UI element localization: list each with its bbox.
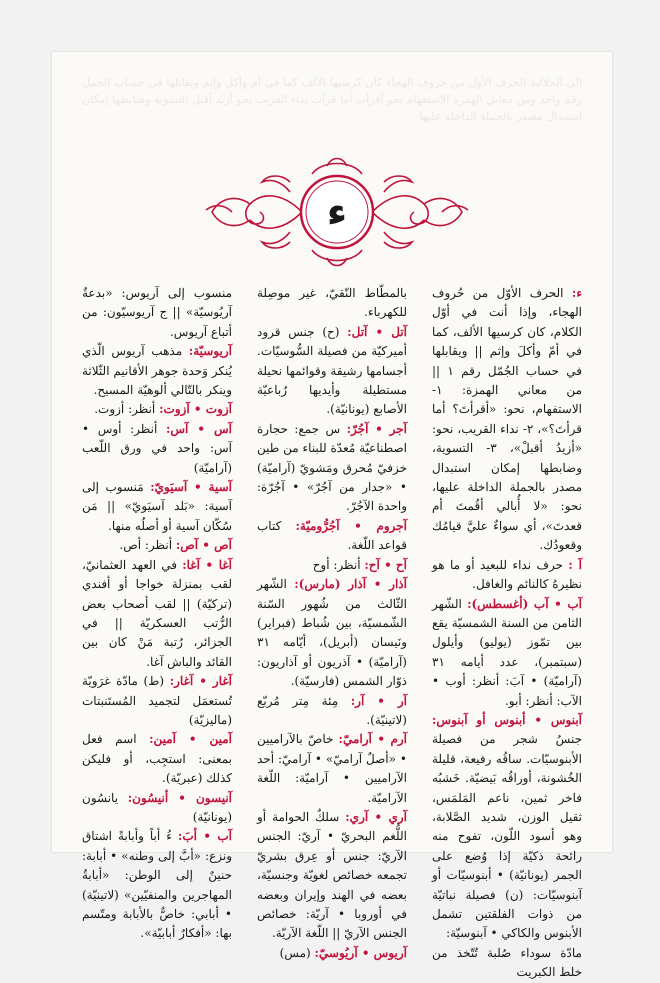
dictionary-entry (432, 711, 582, 944)
entry-headword: آنيسون • أنيسُون: (127, 790, 232, 805)
dictionary-entry (257, 575, 407, 691)
entry-headword: آريوس • آريُوسيّ: (314, 945, 407, 960)
entry-headword: آريوسيّة: (188, 344, 232, 359)
entry-headword: آزوت • آزوت: (159, 402, 232, 417)
entry-headword: آتل • آتل: (347, 324, 408, 339)
entry-headword: آري • آري: (345, 809, 408, 824)
entry-definition: (مس) (279, 945, 315, 960)
dictionary-entry (257, 284, 407, 323)
dictionary-entry (257, 323, 407, 420)
column-right (432, 284, 583, 980)
dictionary-entry (82, 342, 232, 400)
dictionary-entry (257, 556, 407, 575)
entry-definition: بالمطّاط النّقيّ، غير موصِلة للكهرباء. (257, 286, 407, 320)
dictionary-entry (82, 400, 232, 419)
entry-definition: حرف نداء للبعيد أو ما هو نظيرهُ كالنائم والغافل. (432, 557, 582, 592)
entry-headword: آب • آب (أغسطس): (467, 596, 582, 611)
entry-definition: س جمع: حجارة اصطناعيّة مُعدّة للبناء من طين خزفيّ مُحرق ومَشويّ (آراميّة) • «جدار من آجُرّ» • آجُرّة: واحدة الآجُرّ. (257, 421, 407, 514)
entry-definition: الحرف الأوّل من حُروف الهجاء، وإذا أنت في أوّل الكلام، كان كرسيها الألف، كما في أمّ وأكلَ وإثم || ويقابلها في حساب الجُمّل رقم ١ || من معاني الهمزة: ١- الاستفهام، نحو: «أقرأتَ؟ أما قرأتَ؟»، ٢- نداء القريب، نحو: «أزيدُ أقبلْ»، ٣- التسوية، وضابطها إمكان استبدال مصدر بالجملة الداخلة عليها، نحو: «لا أُبالي أقُمتَ أم قعدتَ»، أي سواءٌ عليَّ قيامُك وقعودُك. (432, 286, 583, 553)
dictionary-entry (82, 536, 232, 555)
entry-headword: آغا • آغا: (182, 557, 232, 572)
dictionary-entry (257, 517, 407, 556)
entry-headword: آ : (568, 557, 582, 572)
letter-ornament (202, 152, 472, 272)
entry-headword: آغار • آغار: (169, 674, 232, 689)
column-middle (257, 284, 408, 960)
dictionary-entry (82, 284, 232, 342)
entry-definition: يانسُون (يونانيّة) (82, 790, 232, 824)
entry-definition: مادّة سوداء صُلبة تُتّخذ من خلط الكبريت (432, 945, 582, 980)
dictionary-entry (432, 595, 582, 711)
entry-definition: أنظر: أص. (119, 538, 176, 553)
dictionary-entry (257, 730, 407, 808)
entry-definition: سلكٌ الحوامة أو اللُّغم البحريّ • آريّ: الجنس الآريّ: جنس أو عِرق بشريّ تجمعه خصائص لغويّة وجنسيّة، بعضه في الهند وإيران وبعضه في أوروبا • آريّة: خصائص الجنس الآريّ || اللّغة الآريّة. (257, 809, 407, 941)
entry-definition: مَنسوب إلى آسية: «بَلد آسيَويّ» || مَن سُكّان آسية أو أصلُه منها. (82, 480, 232, 533)
dictionary-entry (432, 556, 582, 595)
dictionary-entry (82, 789, 232, 828)
entry-definition: اسم فعل بمعنى: استجِب، أو فليكن كذلك (عبريّة). (82, 732, 232, 786)
entry-headword: آرم • آراميّ: (338, 732, 408, 747)
entry-headword: آص • آص: (175, 538, 232, 553)
entry-definition: كتاب قواعد اللّغة. (257, 518, 407, 553)
entry-definition-tail: ذوّار الشمس (فارسيّة). (290, 674, 407, 689)
dictionary-entry (82, 420, 232, 478)
letter-hamza: ء (326, 189, 348, 235)
bleed-through-text: إلى الحلالية الحرف الأول من حروف الهجاء كان كرسيها الألف كما في أم وأكل وإثم ويقابلها في حساب الجمل رقم واحد ومن معاني الهمزة الاستفهام نحو أقرأت أما قرأت نداء القريب نحو أزيد أقبل التسوية وضابطها إمكان استبدال مصدر بالجملة الداخلة عليها (82, 76, 582, 123)
entry-headword: آجروم • آجُرُّوميّة: (295, 518, 407, 533)
dictionary-entry (257, 944, 407, 963)
entry-definition: مذهب آريوس الّذي يُنكر وَحدة جوهر الأقانيم الثّلاثة وينكر بالتّالي ألوهيّة المسيح. (82, 344, 232, 398)
entry-definition: الشّهر الثّالث من شُهور السّنة الشّمسيّة، بين شُباط (فبراير) ونَيسان (أبريل)، أيّامه ٣١ (آراميّة) • آذريون أو آذاريون: (257, 577, 407, 669)
entry-definition: منسوب إلى آريوس: «بدعةٌ آريُوسيّة» || ج آريوسيّون: من أتباع آريوس. (82, 286, 232, 339)
entry-definition: أنظر: أزوت. (94, 402, 160, 417)
entry-definition: أنظر: أوح (312, 557, 365, 572)
entry-headword: آمين • آمين: (149, 732, 232, 747)
entry-headword: آس • آس: (165, 421, 232, 436)
dictionary-entry (82, 827, 232, 943)
entry-headword: آح • آح: (364, 557, 407, 572)
entry-headword: آذار • آذار (مارس): (294, 577, 407, 592)
entry-definition: (ط) مادّة غرَويّة تُستعمَل لتجميد المُستَنبتات (ماليزيّة) (82, 674, 232, 727)
entry-headword: آبنوس • أبنوس أو آبنوس: (432, 712, 582, 727)
entry-headword: آجر • آجُرّ: (346, 421, 408, 436)
entry-definition: خاصّ بالآراميين • «أصلٌ آراميّ» • آراميّ: أحد الآراميين • آراميّة: اللّغة الآراميّة. (257, 732, 407, 805)
dictionary-page (52, 52, 612, 980)
dictionary-entry (432, 944, 582, 983)
dictionary-entry (82, 556, 232, 672)
entry-definition: (ح) جنس قرود أميركيّة من فصيلة السُّوسيّات. أجسامها رشيقة وقوائمها نحيلة مستطيلة وأيديها رُباعيّة الأصابع (يونانيّة). (257, 324, 407, 417)
dictionary-entry (257, 420, 407, 517)
entry-headword: آر • آر: (350, 693, 407, 708)
dictionary-entry (82, 730, 232, 788)
entry-definition: ءُ أباً وأبابةً اشتاق ونزع: «أبَّ إلى وطنه» • أبابة: حنينٌ إلى الوطن: «أبابةُ المهاجرين والمنفيّين» (لاتينيّة) • أبابي: خاصٌّ بالأبابة ومتّسم بها: «أفكارٌ أبابيّة». (82, 829, 232, 941)
column-left (82, 284, 232, 941)
dictionary-entry (257, 808, 407, 944)
dictionary-entry (257, 692, 407, 731)
entry-definition: جنسُ شجر من فصيلة الأبنوسيّات. ساقُه رفيعة، قليلة الخُشونة، أوراقُه بَيضيّة. خَشبُه فاخر ثمين، ناعم المَلمَس، ثقيل الوزن، شديد الصَّلابة، وهو أسود اللّون، تفوح منه رائحة ذكيّة إذا وُضع على الجمر (يونانيّة) • أبنوسيّات أو آبنوسيّات: (ن) فصيلة نباتيّة من ذوات الفلقتين تشمل الأبنوس والكاكي • آبنوسيّة: (432, 732, 582, 941)
entry-headword: آب • أبَ: (177, 829, 232, 844)
dictionary-entry (82, 478, 232, 536)
entry-definition: في العهد العثمانيّ، لقب بمنزلة خواجا أو أفندي (تركيّة) || لقب أصحاب بعض الرُّتب العسكريّة || في الجزائر، رُتبة مَنْ كان بين القائد والباش آغا. (82, 557, 232, 669)
dictionary-entry (432, 284, 582, 556)
entry-headword: ء: (571, 286, 582, 300)
entry-definition: مِئة مِتر مُربّع (لاتينيّة). (257, 693, 407, 727)
entry-definition: أنظر: أوس • آس: واحد في ورق اللّعب (آراميّة) (82, 421, 232, 475)
entry-definition: الشّهر الثامن من السنة الشمسيّة يقع بين تمّوز (يوليو) وأيلول (سبتمبر)، عدد أيامه ٣١ (آراميّة) • آبَ: أنظر: أوب • الآب: أنظر: أبو. (432, 596, 582, 708)
dictionary-entry (82, 672, 232, 730)
entry-headword: آسية • آسيَويّ: (150, 480, 232, 495)
entries-columns (82, 284, 583, 980)
